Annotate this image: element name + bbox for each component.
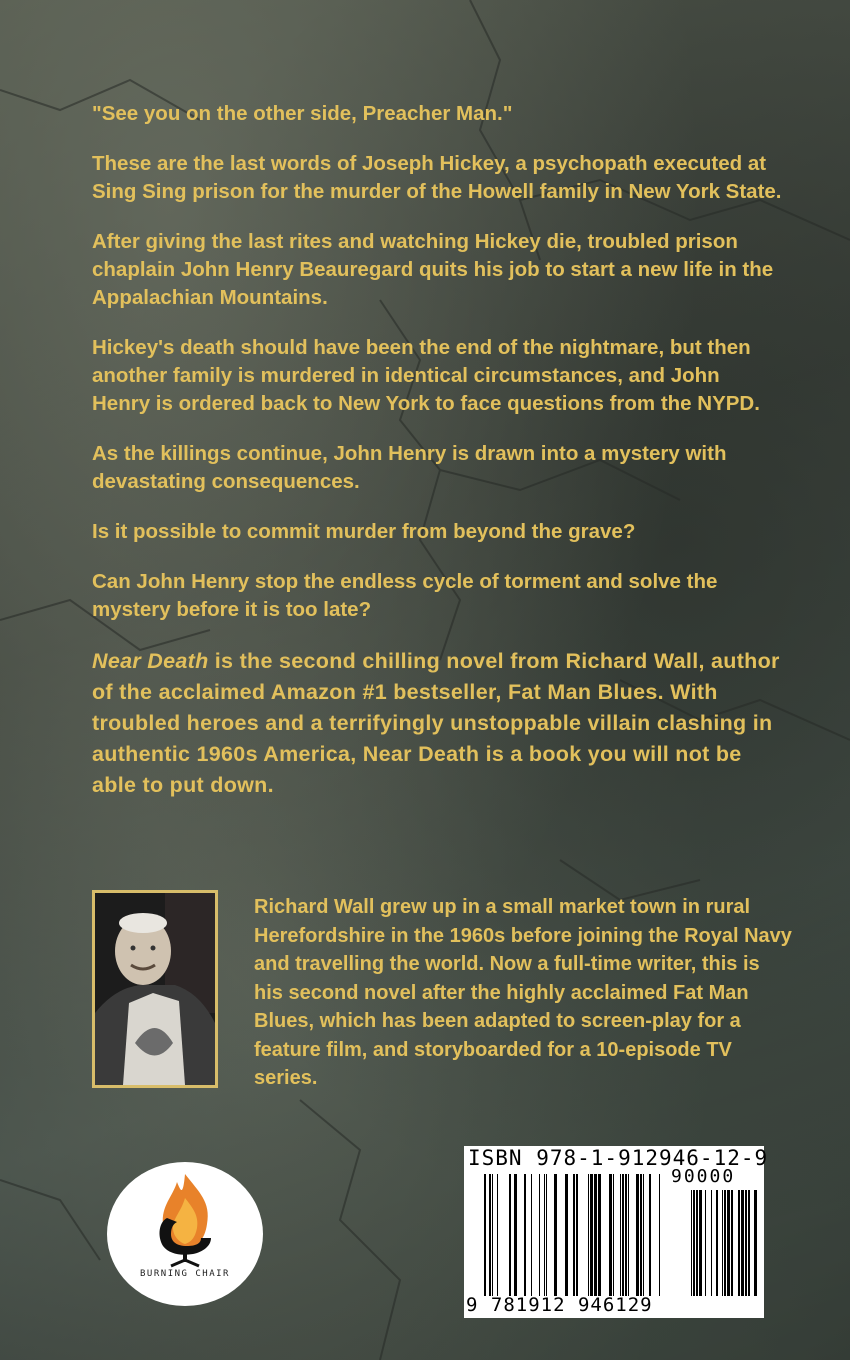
flaming-chair-icon — [107, 1162, 263, 1272]
opening-quote: "See you on the other side, Preacher Man." — [92, 102, 513, 125]
book-pitch — [92, 646, 782, 801]
blurb-paragraph: Hickey's death should have been the end of the nightmare, but then another family is murdered in identical circumstances, and John Henry is ordered back to New York to face questions from the NYPD. — [92, 336, 760, 415]
back-cover-blurb — [92, 100, 782, 823]
blurb-paragraph: These are the last words of Joseph Hickey, a psychopath executed at Sing Sing prison for the murder of the Howell family in New York State. — [92, 152, 782, 203]
blurb-paragraph: Is it possible to commit murder from beyond the grave? — [92, 520, 636, 543]
book-title: Near Death — [92, 649, 209, 673]
barcode-bars — [464, 1146, 764, 1318]
book-pitch-text: is the second chilling novel from Richard Wall, author of the acclaimed Amazon #1 bestseller, Fat Man Blues. With troubled heroes and a terrifyingly unstoppable villain clashing in authentic 1960s America, Near Death is a book you will not be able to put down. — [92, 649, 780, 797]
publisher-name: BURNING CHAIR — [140, 1269, 230, 1279]
isbn-barcode — [464, 1146, 769, 1318]
author-bio: Richard Wall grew up in a small market town in rural Herefordshire in the 1960s before joining the Royal Navy and travelling the world. Now a full-time writer, this is his second novel after the highly acclaimed Fat Man Blues, which has been adapted to screen-play for a feature film, and storyboarded for a 10-episode TV series. — [254, 896, 792, 1089]
blurb-paragraph: Can John Henry stop the endless cycle of torment and solve the mystery before it is too late? — [92, 570, 718, 621]
blurb-paragraph: After giving the last rites and watching Hickey die, troubled prison chaplain John Henry Beauregard quits his job to start a new life in the Appalachian Mountains. — [92, 230, 774, 309]
publisher-logo — [107, 1162, 263, 1306]
author-photo — [92, 890, 218, 1088]
barcode-number: 9 781912 946129 — [466, 1294, 653, 1316]
price-code: 90000 — [671, 1166, 736, 1187]
isbn-text: ISBN 978-1-912946-12-9 — [468, 1146, 769, 1170]
blurb-paragraph: As the killings continue, John Henry is drawn into a mystery with devastating consequences. — [92, 442, 727, 493]
